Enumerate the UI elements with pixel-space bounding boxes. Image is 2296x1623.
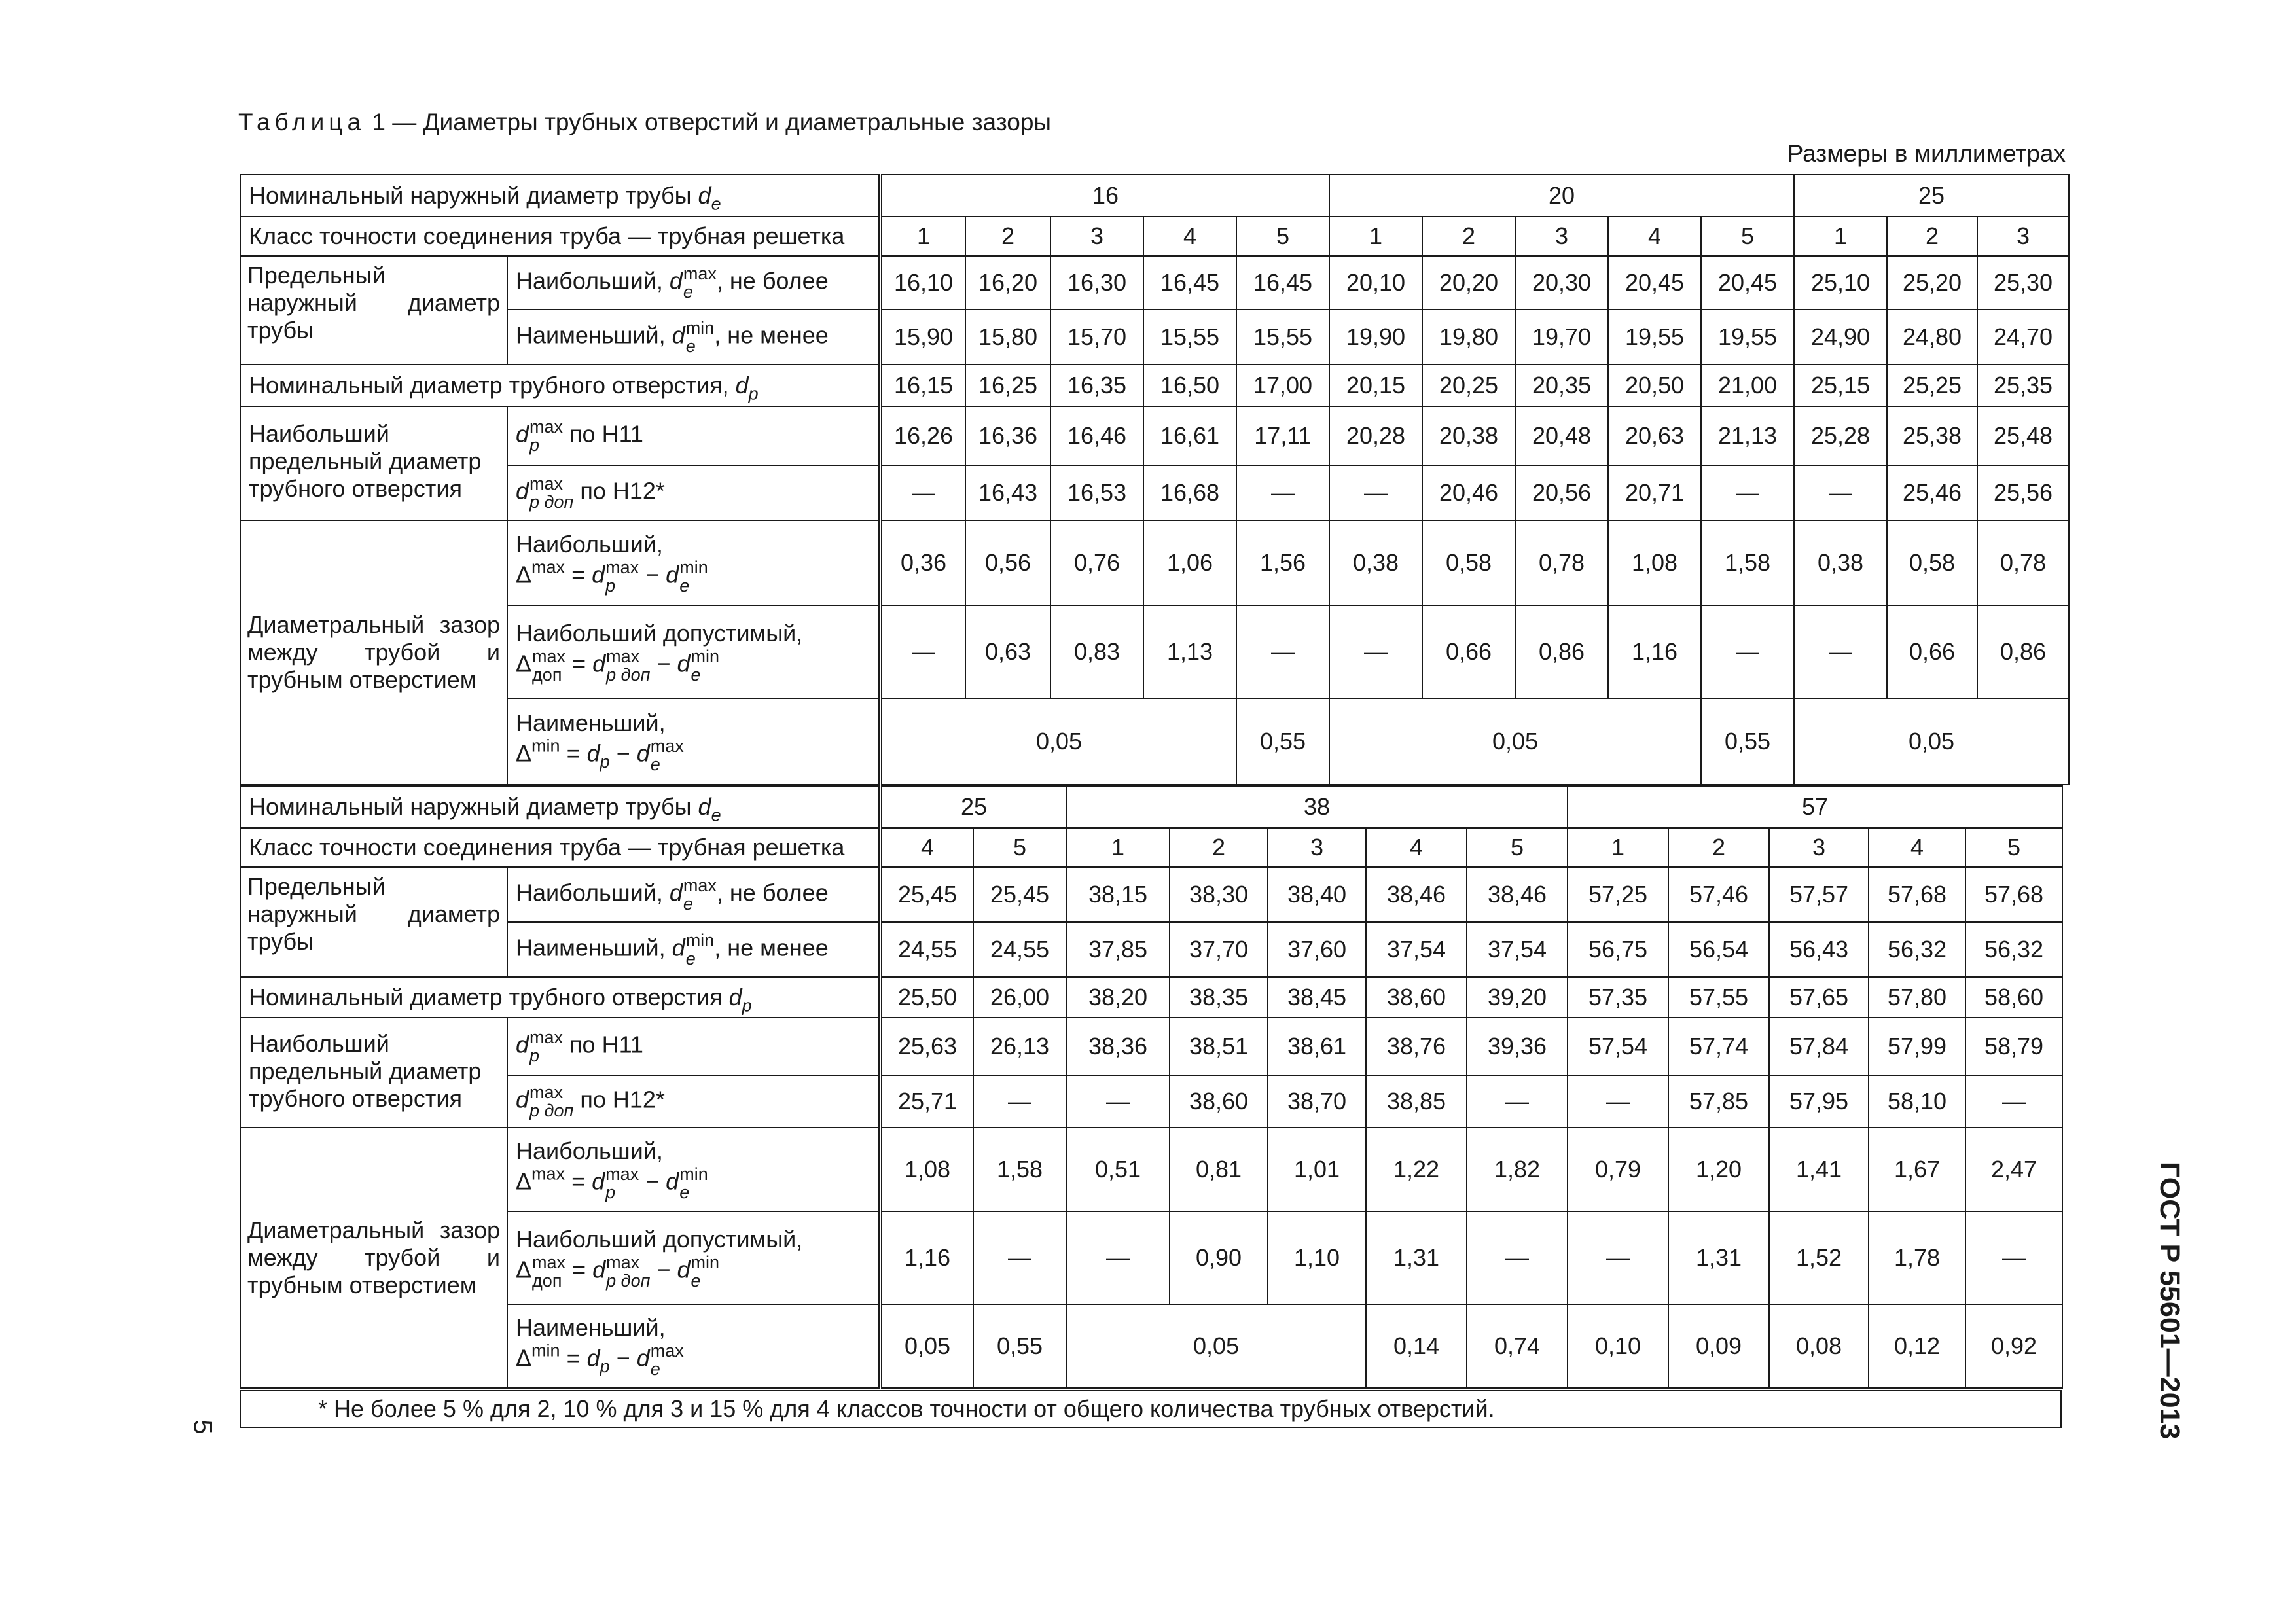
table-cell: 25,25 xyxy=(1887,365,1977,406)
table-cell: 38,45 xyxy=(1268,977,1366,1018)
table-cell: 1 xyxy=(1568,828,1668,867)
table-cell: 25,56 xyxy=(1977,465,2069,520)
table-cell: 58,60 xyxy=(1965,977,2062,1018)
group-header: 16 xyxy=(880,175,1329,217)
table-cell: 24,90 xyxy=(1794,310,1887,365)
table-cell: 0,08 xyxy=(1769,1304,1869,1388)
table-cell: 0,76 xyxy=(1050,520,1143,605)
clearance-label: Диаметральный зазор между трубой и трубным отверстием xyxy=(240,520,507,785)
clearance-allowed-row xyxy=(240,605,2069,698)
table-cell: 0,86 xyxy=(1515,605,1608,698)
max-hole-label: Наибольший предельный диаметр трубного отверстия xyxy=(240,1018,507,1128)
table-cell: 16,36 xyxy=(965,406,1050,465)
table-cell: 4 xyxy=(1366,828,1467,867)
table-cell: — xyxy=(1701,605,1794,698)
table-cell: 38,76 xyxy=(1366,1018,1467,1075)
table-cell: 20,71 xyxy=(1608,465,1701,520)
table-cell: 25,48 xyxy=(1977,406,2069,465)
table-cell: 1,31 xyxy=(1366,1211,1467,1304)
table-cell: 19,55 xyxy=(1701,310,1794,365)
table-cell: 21,00 xyxy=(1701,365,1794,406)
table-cell: 0,12 xyxy=(1869,1304,1965,1388)
table-cell: 1,52 xyxy=(1769,1211,1869,1304)
table-cell: — xyxy=(1066,1211,1170,1304)
table-cell: 16,50 xyxy=(1143,365,1236,406)
table-caption xyxy=(238,109,1051,136)
table-cell: 37,54 xyxy=(1467,922,1568,977)
diameter-table-block-2 xyxy=(240,785,2063,1389)
table-cell: 3 xyxy=(1769,828,1869,867)
table-cell: 20,25 xyxy=(1422,365,1515,406)
table-cell: 15,55 xyxy=(1143,310,1236,365)
h12-label: d max p доп по H12* xyxy=(507,1075,880,1128)
table-cell: 38,85 xyxy=(1366,1075,1467,1128)
class-label: Класс точности соединения труба — трубная решетка xyxy=(240,217,880,256)
table-cell: 2 xyxy=(1668,828,1769,867)
table-cell: 0,92 xyxy=(1965,1304,2062,1388)
diameter-table-block-1 xyxy=(240,174,2070,785)
table-cell: 16,15 xyxy=(880,365,965,406)
table-cell: 3 xyxy=(1977,217,2069,256)
table-cell: 2 xyxy=(1887,217,1977,256)
class-row xyxy=(240,217,2069,256)
table-cell: 5 xyxy=(1701,217,1794,256)
table-cell: — xyxy=(973,1211,1066,1304)
group-header: 20 xyxy=(1329,175,1794,217)
table-cell: 0,66 xyxy=(1422,605,1515,698)
table-cell: 0,78 xyxy=(1515,520,1608,605)
table-cell: 38,51 xyxy=(1170,1018,1268,1075)
table-cell: — xyxy=(1467,1211,1568,1304)
h12-row xyxy=(240,1075,2062,1128)
de-max-label: Наибольший, d max e , не более xyxy=(507,867,880,922)
table-cell: 56,75 xyxy=(1568,922,1668,977)
table-cell: 20,48 xyxy=(1515,406,1608,465)
table-cell: — xyxy=(880,605,965,698)
table-cell: 38,60 xyxy=(1170,1075,1268,1128)
table-cell: 38,70 xyxy=(1268,1075,1366,1128)
table-cell: 57,55 xyxy=(1668,977,1769,1018)
nominal-hole-label: Номинальный диаметр трубного отверстия, $d_p$ xyxy=(240,365,880,406)
table-cell: 57,68 xyxy=(1965,867,2062,922)
table-cell: 24,80 xyxy=(1887,310,1977,365)
table-cell: 38,15 xyxy=(1066,867,1170,922)
table-cell: 57,68 xyxy=(1869,867,1965,922)
table-cell: 1,20 xyxy=(1668,1128,1769,1211)
table-cell: 1,82 xyxy=(1467,1128,1568,1211)
table-cell: — xyxy=(1794,465,1887,520)
table-cell: 15,70 xyxy=(1050,310,1143,365)
table-cell: 20,30 xyxy=(1515,256,1608,310)
table-cell: 25,63 xyxy=(880,1018,973,1075)
table-cell: 37,85 xyxy=(1066,922,1170,977)
h11-row xyxy=(240,406,2069,465)
h12-row xyxy=(240,465,2069,520)
table-cell: 25,28 xyxy=(1794,406,1887,465)
table-cell: 0,55 xyxy=(973,1304,1066,1388)
table-cell: 17,11 xyxy=(1236,406,1329,465)
table-cell: 25,71 xyxy=(880,1075,973,1128)
table-cell: — xyxy=(1329,605,1422,698)
table-cell: 37,54 xyxy=(1366,922,1467,977)
h11-label: d max p по H11 xyxy=(507,406,880,465)
table-cell: 57,95 xyxy=(1769,1075,1869,1128)
table-cell: 4 xyxy=(1608,217,1701,256)
table-cell: 25,20 xyxy=(1887,256,1977,310)
table-cell: 57,57 xyxy=(1769,867,1869,922)
table-cell: — xyxy=(1467,1075,1568,1128)
table-cell: 57,25 xyxy=(1568,867,1668,922)
table-cell: 1,78 xyxy=(1869,1211,1965,1304)
table-cell: 0,55 xyxy=(1236,698,1329,785)
table-cell: 38,36 xyxy=(1066,1018,1170,1075)
table-cell: 19,70 xyxy=(1515,310,1608,365)
table-cell: 37,60 xyxy=(1268,922,1366,977)
nominal-outer-diameter-label: Номинальный наружный диаметр трубы $d_e$ xyxy=(240,786,880,828)
table-cell: 1,31 xyxy=(1668,1211,1769,1304)
table-cell: 0,81 xyxy=(1170,1128,1268,1211)
table-cell: 38,35 xyxy=(1170,977,1268,1018)
table-cell: 25,50 xyxy=(880,977,973,1018)
table-cell: 15,55 xyxy=(1236,310,1329,365)
table-cell: 15,90 xyxy=(880,310,965,365)
table-cell: 21,13 xyxy=(1701,406,1794,465)
table-cell: 16,46 xyxy=(1050,406,1143,465)
table-cell: 1,10 xyxy=(1268,1211,1366,1304)
clearance-max-label: Наибольший, $\Delta^{max} = d$ max p − d min e xyxy=(507,520,880,605)
table-cell: 4 xyxy=(880,828,973,867)
table-cell: 57,46 xyxy=(1668,867,1769,922)
limit-outer-diameter-label: Предельный наружный диаметр трубы xyxy=(240,867,507,977)
table-cell: 1,58 xyxy=(1701,520,1794,605)
table-cell: 19,55 xyxy=(1608,310,1701,365)
table-cell: 5 xyxy=(1467,828,1568,867)
table-cell: 56,32 xyxy=(1965,922,2062,977)
table-cell: 24,55 xyxy=(880,922,973,977)
table-cell: 1,56 xyxy=(1236,520,1329,605)
table-cell: — xyxy=(1568,1075,1668,1128)
table-cell: 0,05 xyxy=(880,698,1236,785)
clearance-min-label: Наименьший, $\Delta^{min} = d_p - d$ max e xyxy=(507,1304,880,1388)
table-cell: — xyxy=(1066,1075,1170,1128)
table-cell: 25,10 xyxy=(1794,256,1887,310)
table-cell: 24,70 xyxy=(1977,310,2069,365)
clearance-max-label: Наибольший, $\Delta^{max} = d$ max p − d min e xyxy=(507,1128,880,1211)
de-max-label: Наибольший, d max e , не более xyxy=(507,256,880,310)
page-number: 5 xyxy=(188,1419,217,1435)
table-cell: 24,55 xyxy=(973,922,1066,977)
table-cell: 15,80 xyxy=(965,310,1050,365)
table-cell: 1,08 xyxy=(1608,520,1701,605)
table-cell: 1,16 xyxy=(1608,605,1701,698)
table-cell: 0,78 xyxy=(1977,520,2069,605)
table-cell: 16,20 xyxy=(965,256,1050,310)
table-cell: 0,63 xyxy=(965,605,1050,698)
table-cell: 4 xyxy=(1143,217,1236,256)
table-cell: 20,15 xyxy=(1329,365,1422,406)
de-max-row xyxy=(240,867,2062,922)
table-cell: 2,47 xyxy=(1965,1128,2062,1211)
table-cell: 56,32 xyxy=(1869,922,1965,977)
table-cell: 38,61 xyxy=(1268,1018,1366,1075)
table-cell: 0,55 xyxy=(1701,698,1794,785)
table-cell: 3 xyxy=(1050,217,1143,256)
table-cell: — xyxy=(1236,605,1329,698)
table-cell: 16,25 xyxy=(965,365,1050,406)
table-cell: 20,56 xyxy=(1515,465,1608,520)
table-cell: 20,46 xyxy=(1422,465,1515,520)
table-cell: 0,56 xyxy=(965,520,1050,605)
table-cell: — xyxy=(1701,465,1794,520)
table-cell: 1,41 xyxy=(1769,1128,1869,1211)
clearance-max-row xyxy=(240,1128,2062,1211)
class-row xyxy=(240,828,2062,867)
table-cell: 25,38 xyxy=(1887,406,1977,465)
class-label: Класс точности соединения труба — трубная решетка xyxy=(240,828,880,867)
table-cell: 20,45 xyxy=(1701,256,1794,310)
table-cell: 38,30 xyxy=(1170,867,1268,922)
table-cell: 1,58 xyxy=(973,1128,1066,1211)
table-cell: 38,20 xyxy=(1066,977,1170,1018)
table-cell: 0,74 xyxy=(1467,1304,1568,1388)
clearance-min-row xyxy=(240,1304,2062,1388)
de-min-row xyxy=(240,310,2069,365)
table-cell: 1,16 xyxy=(880,1211,973,1304)
table-cell: 25,46 xyxy=(1887,465,1977,520)
table-cell: 57,65 xyxy=(1769,977,1869,1018)
table-cell: 1 xyxy=(1794,217,1887,256)
table-cell: 20,38 xyxy=(1422,406,1515,465)
table-cell: 0,58 xyxy=(1422,520,1515,605)
table-cell: — xyxy=(1329,465,1422,520)
group-header: 57 xyxy=(1568,786,2062,828)
table-cell: — xyxy=(880,465,965,520)
table-cell: 0,86 xyxy=(1977,605,2069,698)
table-cell: 25,35 xyxy=(1977,365,2069,406)
table-cell: 0,05 xyxy=(1794,698,2069,785)
table-cell: 19,90 xyxy=(1329,310,1422,365)
table-cell: 25,15 xyxy=(1794,365,1887,406)
table-cell: 16,45 xyxy=(1143,256,1236,310)
de-min-label: Наименьший, d min e , не менее xyxy=(507,922,880,977)
table-cell: 38,60 xyxy=(1366,977,1467,1018)
table-cell: 0,38 xyxy=(1794,520,1887,605)
table-cell: 0,10 xyxy=(1568,1304,1668,1388)
h11-label: d max p по H11 xyxy=(507,1018,880,1075)
table-cell: 0,09 xyxy=(1668,1304,1769,1388)
dp-row xyxy=(240,365,2069,406)
table-cell: 26,13 xyxy=(973,1018,1066,1075)
table-cell: 0,05 xyxy=(1329,698,1701,785)
table-cell: 20,28 xyxy=(1329,406,1422,465)
de-max-row xyxy=(240,256,2069,310)
table-cell: — xyxy=(1236,465,1329,520)
table-cell: 16,35 xyxy=(1050,365,1143,406)
table-cell: 5 xyxy=(973,828,1066,867)
table-cell: — xyxy=(973,1075,1066,1128)
h11-row xyxy=(240,1018,2062,1075)
table-cell: 0,05 xyxy=(880,1304,973,1388)
table-cell: 0,58 xyxy=(1887,520,1977,605)
table-cell: 1 xyxy=(1329,217,1422,256)
table-cell: 57,54 xyxy=(1568,1018,1668,1075)
table-cell: 16,26 xyxy=(880,406,965,465)
table-cell: 57,35 xyxy=(1568,977,1668,1018)
table-cell: 2 xyxy=(1170,828,1268,867)
nominal-hole-label: Номинальный диаметр трубного отверстия $d_p$ xyxy=(240,977,880,1018)
table-cell: 2 xyxy=(1422,217,1515,256)
footnote: * Не более 5 % для 2, 10 % для 3 и 15 % для 4 классов точности от общего количества трубных отверстий. xyxy=(240,1390,2062,1428)
table-cell: 0,05 xyxy=(1066,1304,1366,1388)
table-cell: 16,68 xyxy=(1143,465,1236,520)
table-cell: 57,80 xyxy=(1869,977,1965,1018)
table-cell: 39,20 xyxy=(1467,977,1568,1018)
de-min-row xyxy=(240,922,2062,977)
clearance-label: Диаметральный зазор между трубой и трубным отверстием xyxy=(240,1128,507,1388)
table-cell: 38,40 xyxy=(1268,867,1366,922)
table-cell: 39,36 xyxy=(1467,1018,1568,1075)
table-cell: 3 xyxy=(1515,217,1608,256)
table-cell: 0,14 xyxy=(1366,1304,1467,1388)
table-cell: 1,22 xyxy=(1366,1128,1467,1211)
group-header: 25 xyxy=(1794,175,2069,217)
table-cell: 20,63 xyxy=(1608,406,1701,465)
table-cell: 20,20 xyxy=(1422,256,1515,310)
table-cell: 0,38 xyxy=(1329,520,1422,605)
clearance-min-row xyxy=(240,698,2069,785)
dp-row xyxy=(240,977,2062,1018)
table-cell: 0,36 xyxy=(880,520,965,605)
caption-label: Таблица xyxy=(238,109,366,135)
table-cell: 1,67 xyxy=(1869,1128,1965,1211)
table-cell: 0,79 xyxy=(1568,1128,1668,1211)
table-cell: — xyxy=(1794,605,1887,698)
table-cell: 16,43 xyxy=(965,465,1050,520)
table-cell: 1,13 xyxy=(1143,605,1236,698)
table-cell: 58,79 xyxy=(1965,1018,2062,1075)
table-cell: 20,45 xyxy=(1608,256,1701,310)
table-cell: 2 xyxy=(965,217,1050,256)
limit-outer-diameter-label: Предельный наружный диаметр трубы xyxy=(240,256,507,365)
table-cell: 20,10 xyxy=(1329,256,1422,310)
table-cell: 16,45 xyxy=(1236,256,1329,310)
table-cell: 38,46 xyxy=(1467,867,1568,922)
table-cell: 0,83 xyxy=(1050,605,1143,698)
table-cell: 16,30 xyxy=(1050,256,1143,310)
table-cell: 37,70 xyxy=(1170,922,1268,977)
table-cell: 20,50 xyxy=(1608,365,1701,406)
h12-label: d max p доп по H12* xyxy=(507,465,880,520)
table-cell: 57,84 xyxy=(1769,1018,1869,1075)
table-cell: — xyxy=(1568,1211,1668,1304)
table-cell: — xyxy=(1965,1211,2062,1304)
table-cell: 5 xyxy=(1965,828,2062,867)
table-cell: 57,99 xyxy=(1869,1018,1965,1075)
caption-title: 1 — Диаметры трубных отверстий и диаметральные зазоры xyxy=(372,109,1052,135)
group-header: 38 xyxy=(1066,786,1568,828)
table-cell: 16,53 xyxy=(1050,465,1143,520)
table-cell: 20,35 xyxy=(1515,365,1608,406)
clearance-allowed-label: Наибольший допустимый, Δ max доп = d max p доп − d min e xyxy=(507,605,880,698)
table-cell: 25,30 xyxy=(1977,256,2069,310)
table-cell: 1 xyxy=(1066,828,1170,867)
clearance-min-label: Наименьший, $\Delta^{min} = d_p - d$ max e xyxy=(507,698,880,785)
table-cell: — xyxy=(1965,1075,2062,1128)
table-cell: 1,08 xyxy=(880,1128,973,1211)
table-cell: 19,80 xyxy=(1422,310,1515,365)
nominal-outer-diameter-label: Номинальный наружный диаметр трубы $d_e$ xyxy=(240,175,880,217)
table-cell: 1,06 xyxy=(1143,520,1236,605)
table-cell: 58,10 xyxy=(1869,1075,1965,1128)
table-cell: 5 xyxy=(1236,217,1329,256)
table-cell: 0,90 xyxy=(1170,1211,1268,1304)
table-cell: 57,85 xyxy=(1668,1075,1769,1128)
standard-code: ГОСТ Р 55601—2013 xyxy=(2154,1162,2185,1440)
clearance-allowed-row xyxy=(240,1211,2062,1304)
de-min-label: Наименьший, d min e , не менее xyxy=(507,310,880,365)
table-cell: 1 xyxy=(880,217,965,256)
table-cell: 25,45 xyxy=(973,867,1066,922)
table-cell: 0,66 xyxy=(1887,605,1977,698)
table-cell: 16,10 xyxy=(880,256,965,310)
table-cell: 0,51 xyxy=(1066,1128,1170,1211)
clearance-allowed-label: Наибольший допустимый, Δ max доп = d max p доп − d min e xyxy=(507,1211,880,1304)
units-note: Размеры в миллиметрах xyxy=(1787,140,2066,167)
table-cell: 17,00 xyxy=(1236,365,1329,406)
table-cell: 56,43 xyxy=(1769,922,1869,977)
table-cell: 56,54 xyxy=(1668,922,1769,977)
group-header: 25 xyxy=(880,786,1066,828)
clearance-max-row xyxy=(240,520,2069,605)
table-cell: 3 xyxy=(1268,828,1366,867)
table-cell: 16,61 xyxy=(1143,406,1236,465)
table-cell: 57,74 xyxy=(1668,1018,1769,1075)
max-hole-label: Наибольший предельный диаметр трубного отверстия xyxy=(240,406,507,520)
table-cell: 38,46 xyxy=(1366,867,1467,922)
table-cell: 1,01 xyxy=(1268,1128,1366,1211)
table-cell: 4 xyxy=(1869,828,1965,867)
table-cell: 25,45 xyxy=(880,867,973,922)
table-cell: 26,00 xyxy=(973,977,1066,1018)
